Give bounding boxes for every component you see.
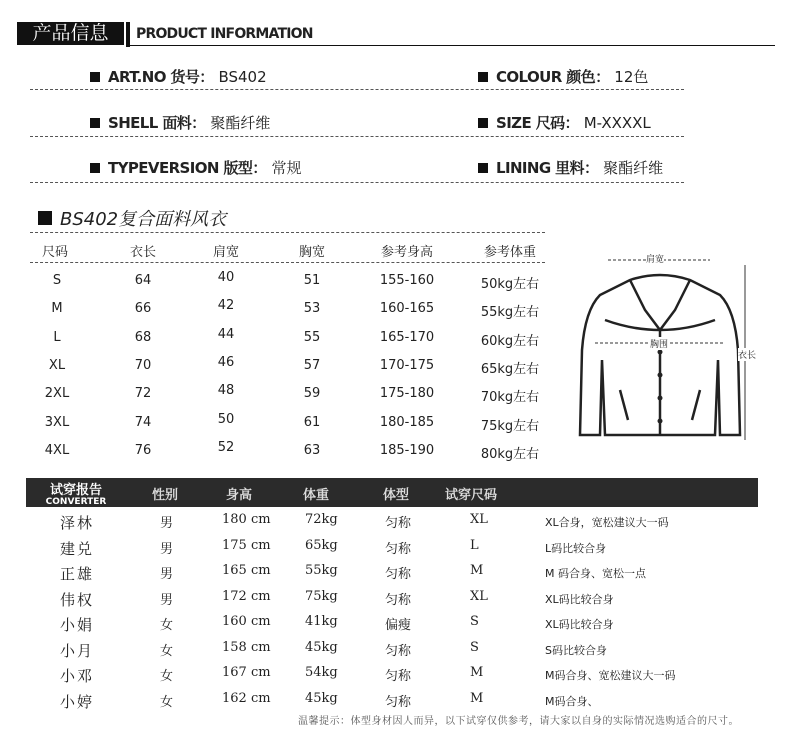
bullet-icon [90,118,100,128]
converter-cell: 小娟 [60,616,95,634]
converter-cell: M 码合身、宽松一点 [545,567,646,580]
jacket-diagram [570,240,770,450]
converter-cell: 172 cm [222,588,271,604]
size-table-header: 肩宽 [212,245,239,260]
size-table-header: 参考身高 [380,245,433,260]
size-table-cell: 64 [134,273,152,288]
footnote: 温馨提示：体型身材因人而异，以下试穿仅供参考，请大家以自身的实际情况选购适合的尺寸。 [298,716,739,727]
size-table-header: 参考体重 [483,245,536,260]
divider [30,182,684,183]
size-table-cell: 65kg左右 [480,361,540,377]
size-table-cell: 2XL [44,386,70,402]
converter-cell: 75kg [305,588,338,604]
converter-header: 体重 [303,488,330,503]
converter-cell: L [470,537,479,553]
converter-cell: 匀称 [385,669,412,684]
converter-cell: M [470,690,484,706]
size-table-cell: S [52,273,62,288]
info-art-no [90,66,267,87]
info-value: 常规 [271,159,302,177]
converter-cell: 泽林 [60,514,95,532]
divider [30,232,545,233]
converter-cell: S码比较合身 [545,643,607,657]
size-table-header: 尺码 [42,245,69,260]
section-title-en: PRODUCT INFORMATION [136,26,313,42]
converter-cell: 正雄 [60,565,95,583]
converter-cell: 匀称 [385,516,412,531]
converter-cell: 55kg [305,563,338,578]
size-table-cell: 185-190 [379,442,435,458]
converter-cell: M [470,665,484,680]
divider [30,89,684,90]
size-table-cell: 59 [303,386,321,402]
size-table-cell: 40 [217,270,235,285]
size-table-cell: 76 [134,442,152,458]
info-value: M-XXXXL [583,114,651,132]
converter-header: 身高 [226,488,253,503]
converter-cell: 72kg [305,512,338,527]
info-value: 12色 [614,68,649,86]
info-label: LINING 里料： [496,159,599,177]
size-table-cell: 52 [217,439,235,455]
shoulder-label: 肩宽 [646,252,664,265]
converter-cell: S [470,639,479,655]
converter-cell: 匀称 [385,541,412,557]
info-shell [90,112,270,133]
chest-label: 胸围 [650,337,668,350]
size-table-cell: 53 [303,301,321,317]
converter-cell: 45kg [305,690,338,706]
converter-cell: 匀称 [385,592,412,608]
size-table-cell: 68 [134,329,152,345]
converter-cell: 女 [160,669,174,684]
size-table-cell: 180-185 [379,414,435,430]
converter-cell: 男 [160,592,174,608]
size-table-cell: 80kg左右 [480,446,540,462]
converter-title-cn: 试穿报告 [49,483,102,498]
size-table-cell: 175-180 [379,386,435,402]
info-label: TYPEVERSION 版型： [108,159,267,177]
info-value: 聚酯纤维 [603,159,664,177]
size-table-cell: 50 [217,411,235,427]
size-table-cell: 63 [303,442,321,458]
info-label: ART.NO 货号： [108,68,214,86]
converter-cell: 165 cm [222,563,271,578]
info-value: 聚酯纤维 [210,114,271,132]
converter-cell: 小婷 [60,692,95,711]
info-label: SIZE 尺码： [496,114,579,132]
size-table-cell: 70kg左右 [480,390,540,406]
converter-cell: 男 [160,567,174,582]
size-table-cell: 3XL [44,414,70,430]
converter-header: 性别 [152,488,179,503]
size-table-cell: 50kg左右 [480,277,540,292]
bullet-icon [478,118,488,128]
converter-cell: 65kg [305,537,338,553]
size-table-cell: M [51,301,63,317]
converter-cell: 175 cm [222,537,271,553]
converter-cell: 伟权 [60,590,95,609]
divider [130,45,775,46]
info-label: COLOUR 颜色： [496,68,610,86]
size-table-cell: 72 [134,386,152,402]
size-table-cell: 165-170 [379,329,435,345]
converter-cell: 45kg [305,639,338,655]
converter-cell: 41kg [305,614,338,629]
converter-cell: 匀称 [385,643,412,659]
size-table-cell: 70 [134,357,152,373]
size-table-cell: 60kg左右 [480,333,540,349]
size-table-cell: 155-160 [379,273,435,288]
converter-title [42,479,110,507]
converter-cell: 女 [160,694,174,710]
info-label: SHELL 面料： [108,114,206,132]
bullet-icon [38,211,52,225]
size-table-cell: 61 [303,414,321,430]
size-table-cell: 160-165 [379,301,435,317]
size-table-cell: 75kg左右 [480,418,540,434]
converter-cell: 女 [160,618,174,633]
info-lining [478,157,663,178]
converter-header: 体型 [383,488,410,503]
length-label: 衣长 [738,348,756,361]
size-table-cell: 48 [217,383,235,399]
info-value: BS402 [218,68,267,86]
converter-cell: 偏瘦 [385,618,412,633]
converter-cell: 167 cm [222,665,271,680]
converter-cell: 158 cm [222,639,271,655]
converter-cell: M码合身、宽松建议大一码 [545,669,676,682]
bullet-icon [478,163,488,173]
converter-cell: 54kg [305,665,338,680]
bullet-icon [90,163,100,173]
converter-cell: 小邓 [60,667,95,685]
size-table-cell: 4XL [44,442,70,458]
divider [30,262,545,263]
converter-cell: 匀称 [385,567,412,582]
size-table-cell: 170-175 [379,357,435,373]
divider [126,22,130,47]
section-title-cn: 产品信息 [17,22,124,45]
size-table-title [38,205,226,231]
converter-header: 试穿尺码 [445,488,498,503]
size-table-cell: 55 [303,329,321,345]
size-table-cell: L [53,329,61,345]
size-table-cell: 74 [134,414,152,430]
converter-cell: 小月 [60,641,95,660]
info-typeversion [90,157,301,178]
size-table-cell: 66 [134,301,152,317]
info-colour [478,66,648,87]
converter-cell: 160 cm [222,614,271,629]
size-table-cell: 57 [303,357,321,373]
size-table-header: 衣长 [129,245,156,260]
size-table-cell: 46 [217,354,235,370]
converter-cell: XL码比较合身 [545,592,614,606]
converter-cell: M码合身、 [545,694,599,708]
converter-cell: M [470,563,484,578]
converter-cell: 男 [160,541,174,557]
converter-cell: XL [470,512,488,527]
converter-cell: 女 [160,643,174,659]
size-table-cell: 44 [217,326,235,342]
converter-cell: 男 [160,516,174,531]
title-text: BS402复合面料风衣 [60,209,227,230]
info-size [478,112,651,133]
converter-cell: L码比较合身 [545,541,607,555]
converter-cell: XL码比较合身 [545,618,614,631]
bullet-icon [478,72,488,82]
size-table-header: 胸宽 [298,245,325,260]
converter-cell: 162 cm [222,690,271,706]
size-table-cell: 51 [303,273,321,288]
converter-cell: 建兑 [60,539,95,558]
converter-cell: 匀称 [385,694,412,710]
converter-cell: 180 cm [222,512,271,527]
converter-subtitle: CONVERTER [45,497,107,507]
bullet-icon [90,72,100,82]
size-table-cell: 42 [217,298,235,314]
size-table-cell: XL [48,357,66,373]
converter-cell: XL合身，宽松建议大一码 [545,516,669,529]
converter-cell: S [470,614,479,629]
divider [30,136,684,137]
converter-cell: XL [470,588,488,604]
size-table-cell: 55kg左右 [480,305,540,321]
